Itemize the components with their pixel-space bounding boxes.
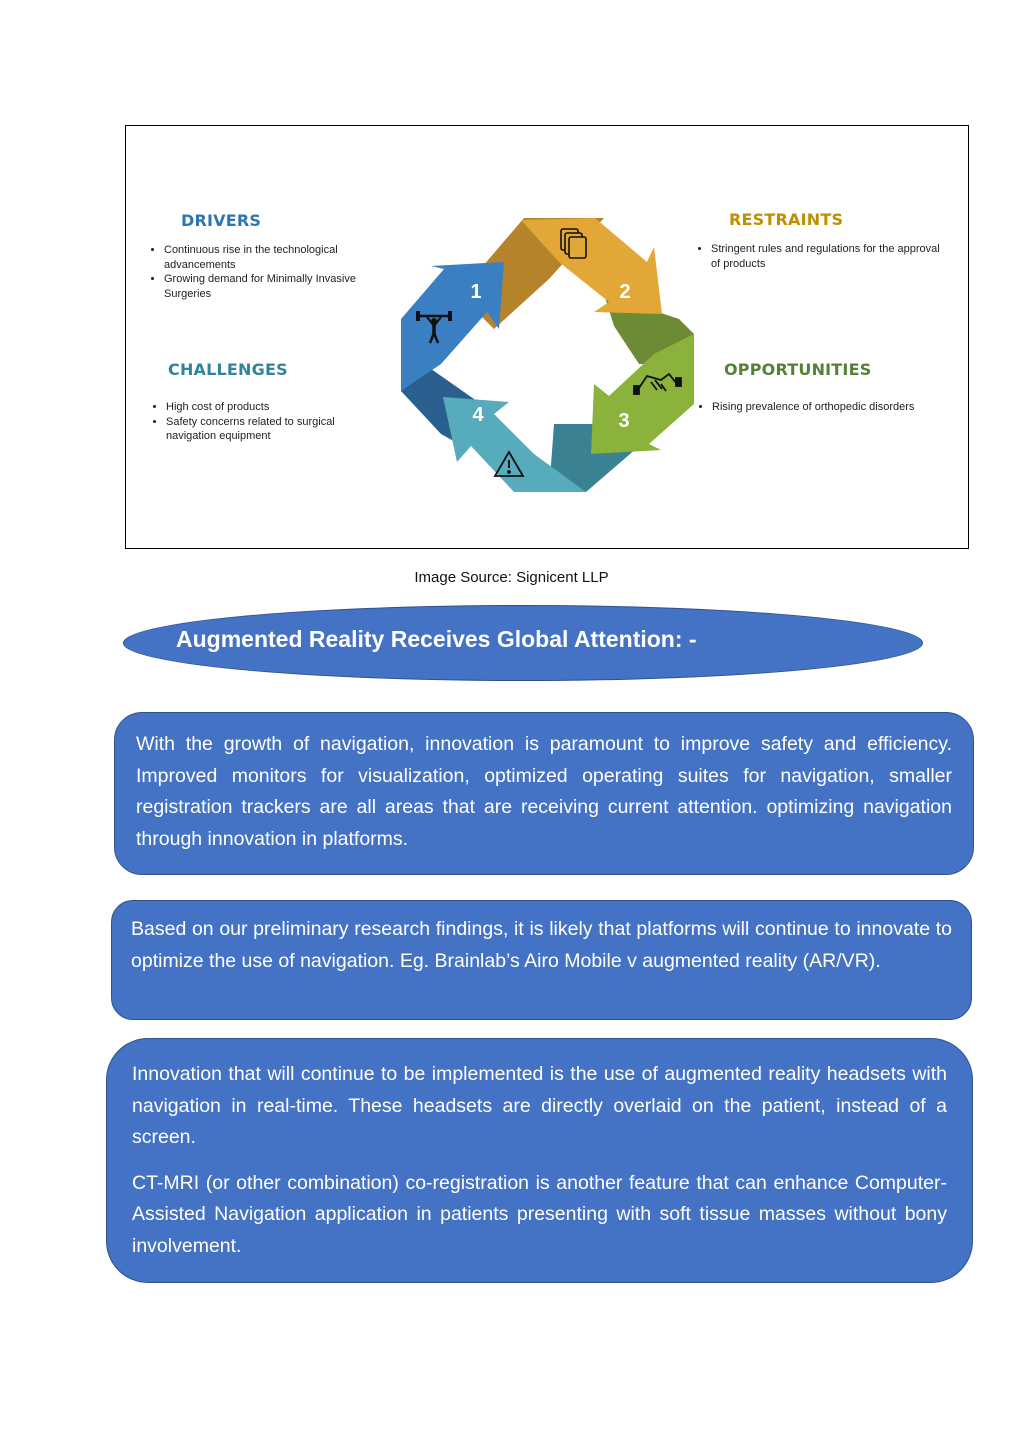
step-2-label: 2 xyxy=(619,281,631,303)
panel-paragraph: Based on our preliminary research findings, it is likely that platforms will continue to innovate to optimize the use of navigation. Eg. Brainlab’s Airo Mobile v augmented reality (AR/VR). xyxy=(131,918,952,972)
opportunities-title: OPPORTUNITIES xyxy=(724,360,872,379)
restraints-title: RESTRAINTS xyxy=(729,210,844,229)
list-item: • Continuous rise in the technological advancements xyxy=(164,243,404,272)
panel-paragraph: CT-MRI (or other combination) co-registration is another feature that can enhance Computer-Assisted Navigation application in patients presenting with soft tissue masses without bony involvement. xyxy=(132,1171,947,1257)
banner-title: Augmented Reality Receives Global Attention: - xyxy=(176,626,697,652)
list-item: • Safety concerns related to surgical navigation equipment xyxy=(166,415,386,444)
cycle-diagram xyxy=(399,214,699,504)
opportunities-list xyxy=(694,400,972,415)
market-dynamics-figure xyxy=(125,125,969,549)
step-1-arrow xyxy=(401,262,504,391)
drivers-title: DRIVERS xyxy=(181,211,262,230)
list-item: • High cost of products xyxy=(166,400,386,415)
challenges-list xyxy=(148,400,386,444)
panel-paragraph: With the growth of navigation, innovation is paramount to improve safety and efficiency. Improved monitors for visualization, optimized operating suites for navigation, smaller registration trackers are all areas that are receiving current attention. optimizing navigation through innovation in platforms. xyxy=(136,733,952,850)
section-banner xyxy=(123,605,923,681)
image-caption: Image Source: Signicent LLP xyxy=(414,569,609,586)
list-item: • Growing demand for Minimally Invasive Surgeries xyxy=(164,272,404,301)
text-panel-3 xyxy=(106,1038,973,1283)
text-panel-1 xyxy=(114,712,974,875)
restraints-list xyxy=(693,242,951,271)
documents-icon xyxy=(561,229,586,258)
step-1-label: 1 xyxy=(470,281,482,303)
step-4-label: 4 xyxy=(472,404,484,426)
list-item: • Rising prevalence of orthopedic disorders xyxy=(712,400,972,415)
text-panel-2 xyxy=(111,900,972,1020)
challenges-title: CHALLENGES xyxy=(168,360,288,379)
step-3-label: 3 xyxy=(618,410,630,432)
list-item: • Stringent rules and regulations for the approval of products xyxy=(711,242,951,271)
panel-paragraph: Innovation that will continue to be implemented is the use of augmented reality headsets with navigation in real-time. These headsets are directly overlaid on the patient, instead of a screen. xyxy=(132,1063,947,1148)
drivers-list xyxy=(146,243,404,301)
